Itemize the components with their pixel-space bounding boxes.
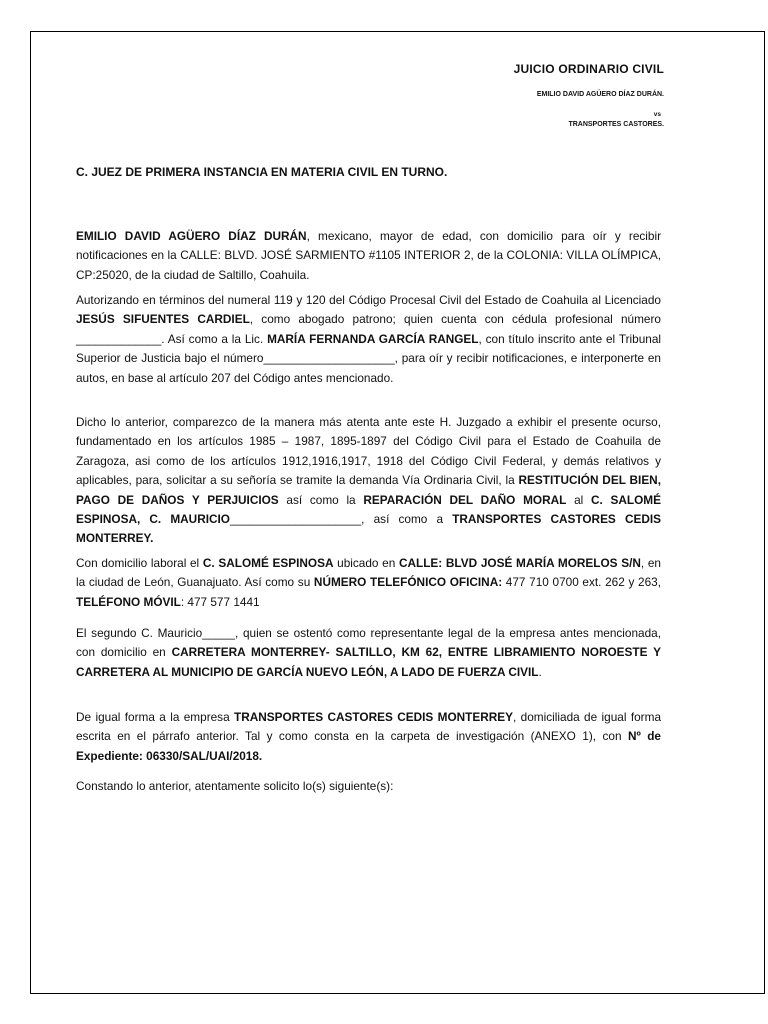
- defendant-bold: C. SALOMÉ ESPINOSA, C. MAURICIO: [76, 492, 661, 527]
- paragraph-text: ____________________, así como a: [229, 512, 453, 527]
- paragraph-text: , con título inscrito ante el Tribunal Superior de Justicia bajo el número____________________, para oír y recibir notificaciones, e interponerte en autos, en base al artículo 207 del Código antes mencionado.: [76, 331, 662, 385]
- paragraph-plaintiff-intro: [76, 227, 661, 285]
- paragraph-request: [76, 777, 661, 796]
- addressee: C. JUEZ DE PRIMERA INSTANCIA EN MATERIA CIVIL EN TURNO.: [76, 165, 448, 179]
- paragraph-text: , mexicano, mayor de edad, con domicilio para oír y recibir notificaciones en la CALLE: BLVD. JOSÉ SARMIENTO #1105 INTERIOR 2, de la COLONIA: VILLA OLÍMPICA, CP:25020, de la ciudad de Saltillo, Coahuila.: [76, 229, 662, 282]
- paragraph-address-salome: [76, 554, 661, 612]
- paragraph-text: así como la: [278, 492, 364, 507]
- company-bold: TRANSPORTES CASTORES CEDIS MONTERREY: [234, 710, 514, 724]
- lawyer-name: JESÚS SIFUENTES CARDIEL: [76, 312, 250, 327]
- file-number-bold: Nº de Expediente: 06330/SAL/UAI/2018.: [76, 729, 661, 763]
- address-bold: CARRETERA MONTERREY- SALTILLO, KM 62, ENTRE LIBRAMIENTO NOROESTE Y CARRETERA AL MUNICIPIO DE GARCÍA NUEVO LEÓN, A LADO DE FUERZA CIVIL: [76, 645, 661, 679]
- paragraph-text: El segundo C. Mauricio_____, quien se ostentó como representante legal de la empresa antes mencionada, con domicilio en: [76, 626, 661, 660]
- paragraph-text: ubicado en: [333, 556, 399, 570]
- plaintiff-bold-name: EMILIO DAVID AGÜERO DÍAZ DURÁN: [76, 229, 307, 243]
- paragraph-text: 477 710 0700 ext. 262 y 263,: [502, 575, 661, 590]
- paragraph-text: , como abogado patrono; quien cuenta con cédula profesional número _____________. Así como a la Lic.: [76, 312, 661, 346]
- paragraph-text: , domiciliada de igual forma escrita en el párrafo anterior. Tal y como consta en la carpeta de investigación (ANEXO 1), con: [76, 710, 661, 744]
- defendant-name: TRANSPORTES CASTORES.: [568, 121, 664, 128]
- paragraph-text: : 477 577 1441: [180, 594, 260, 609]
- paragraph-text: .: [538, 664, 542, 679]
- paragraph-text: Con domicilio laboral el: [76, 556, 203, 570]
- lawyer-name: MARÍA FERNANDA GARCÍA RANGEL: [267, 331, 479, 346]
- paragraph-claim: [76, 413, 661, 549]
- paragraph-company: [76, 708, 661, 766]
- phone-label-bold: NÚMERO TELEFÓNICO OFICINA:: [313, 575, 503, 590]
- paragraph-text: Dicho lo anterior, comparezco de la manera más atenta ante este H. Juzgado a exhibir el presente ocurso, fundamentado en los artículos 1985 – 1987, 1895-1897 del Código Civil para el Estado de Coahuila de Zaragoza, asi como de los artículos 1912,1916,1917, 1918 del Código Civil Federal, y demás relativos y aplicables, para, solicitar a su señoría se tramite la demanda Vía Ordinaria Civil, la: [76, 415, 661, 488]
- paragraph-address-mauricio: [76, 624, 661, 682]
- claim-bold: RESTITUCIÓN DEL BIEN, PAGO DE DAÑOS Y PERJUICIOS: [76, 473, 661, 507]
- paragraph-authorization: [76, 291, 661, 388]
- person-bold: C. SALOMÉ ESPINOSA: [202, 556, 334, 570]
- paragraph-text: , en la ciudad de León, Guanajuato. Así como su: [76, 556, 661, 590]
- paragraph-text: al: [566, 492, 591, 507]
- phone-label-bold: TELÉFONO MÓVIL: [76, 594, 181, 609]
- company-bold: TRANSPORTES CASTORES CEDIS MONTERREY.: [76, 512, 661, 546]
- case-title: JUICIO ORDINARIO CIVIL: [513, 62, 664, 76]
- claim-bold: REPARACIÓN DEL DAÑO MORAL: [363, 492, 567, 507]
- paragraph-text: Constando lo anterior, atentamente solicito lo(s) siguiente(s):: [76, 779, 394, 793]
- plaintiff-name: EMILIO DAVID AGÜERO DÍAZ DURÁN.: [536, 91, 664, 98]
- paragraph-text: Autorizando en términos del numeral 119 y 120 del Código Procesal Civil del Estado de Coahuila al Licenciado: [76, 293, 661, 307]
- address-bold: CALLE: BLVD JOSÉ MARÍA MORELOS S/N: [398, 556, 641, 570]
- paragraph-text: De igual forma a la empresa: [76, 710, 235, 724]
- versus-label: vs: [653, 111, 661, 118]
